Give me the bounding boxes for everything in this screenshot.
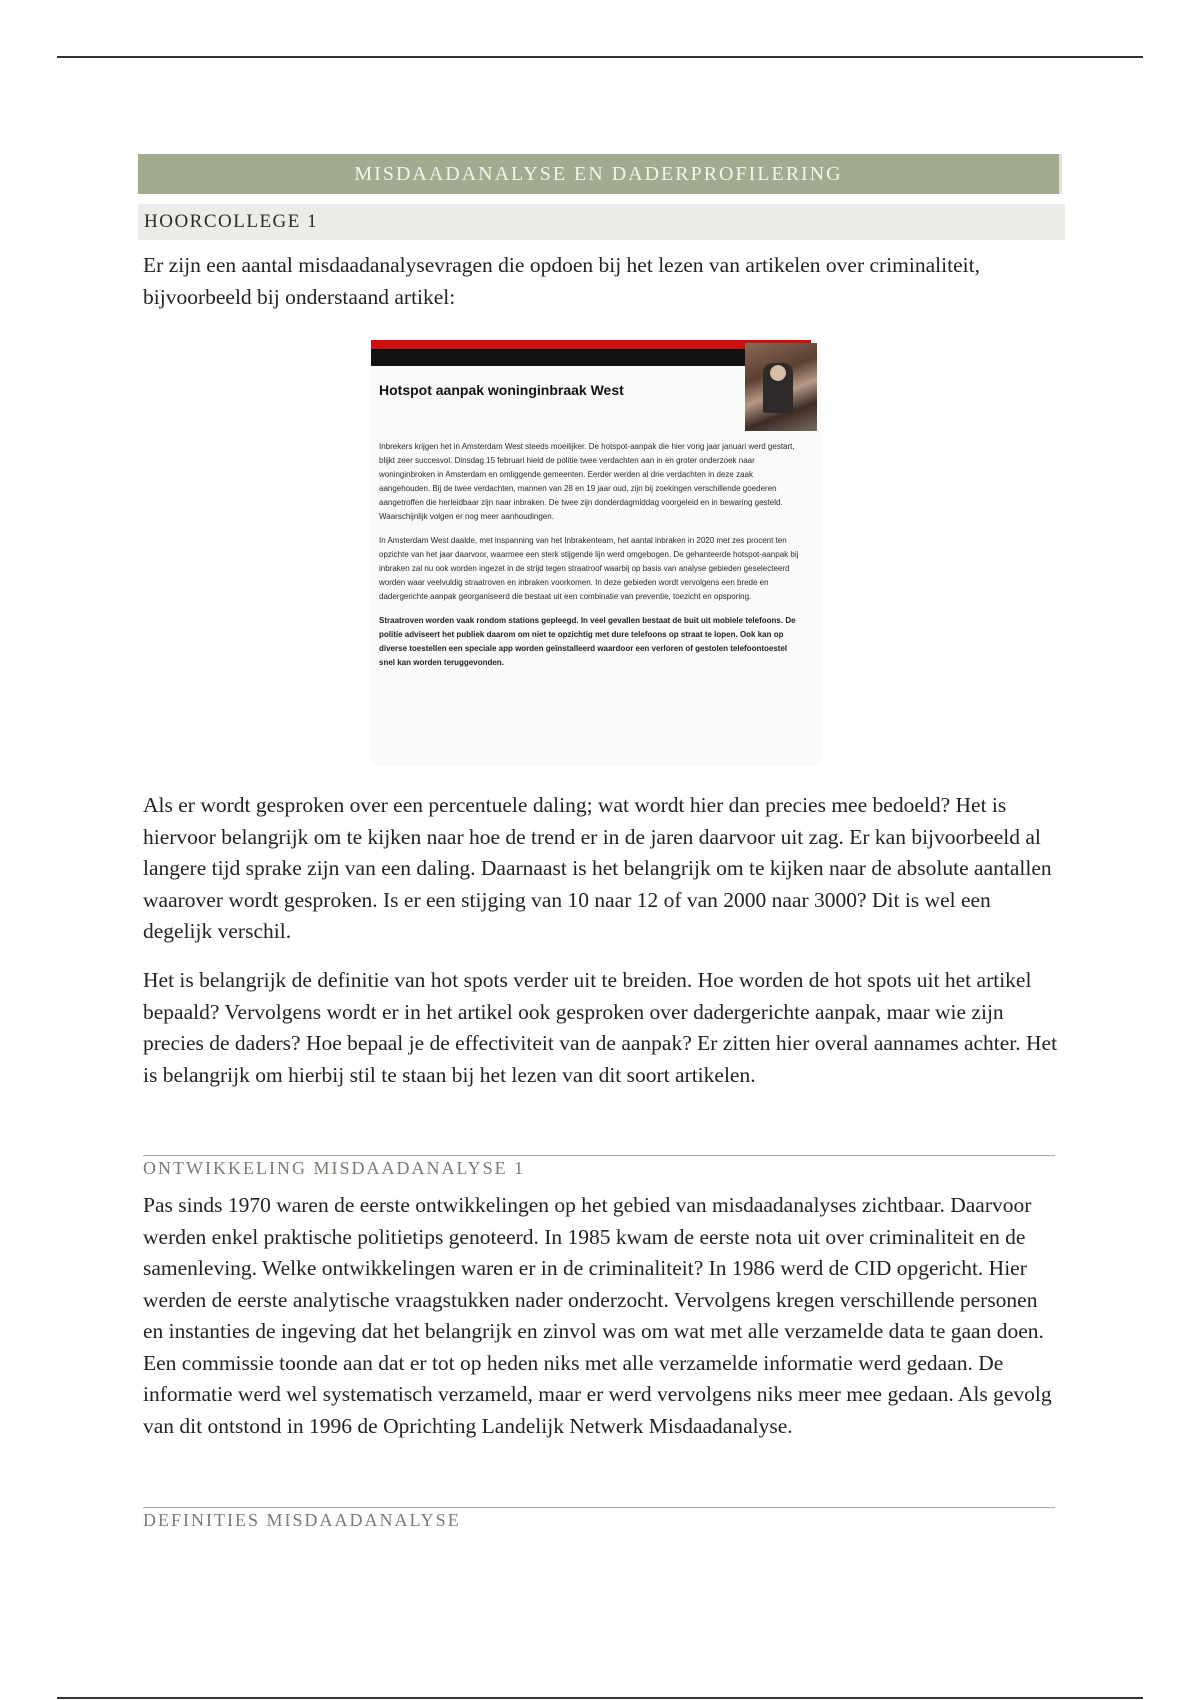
- article-body: [379, 440, 799, 680]
- section1-paragraph: Pas sinds 1970 waren de eerste ontwikkelingen op het gebied van misdaadanalyses zichtbaar. Daarvoor werden enkel praktische politietips genoteerd. In 1985 kwam de eerste nota uit over criminaliteit en de samenleving. Welke ontwikkelingen waren er in de criminaliteit? In 1986 werd de CID opgericht. Hier werden de eerste analytische vraagstukken nader onderzocht. Vervolgens kregen verschillende personen en instanties de ingeving dat het belangrijk en zinvol was om wat met alle verzamelde data te gaan doen. Een commissie toonde aan dat er tot op heden niks met alle verzamelde informatie werd gedaan. De informatie werd wel systematisch verzameld, maar er werd vervolgens niks meer mee gedaan. Als gevolg van dit ontstond in 1996 de Oprichting Landelijk Netwerk Misdaadanalyse.: [143, 1193, 1052, 1438]
- document-title-banner: MISDAADANALYSE EN DADERPROFILERING: [138, 154, 1062, 194]
- lecture-subtitle: HOORCOLLEGE 1: [138, 204, 1065, 240]
- bottom-rule: [57, 1697, 1143, 1699]
- section-divider: [143, 1507, 1055, 1508]
- top-rule: [57, 56, 1143, 58]
- article-paragraph: Straatroven worden vaak rondom stations gepleegd. In veel gevallen bestaat de buit uit mobiele telefoons. De politie adviseert het publiek daarom om niet te opzichtig met dure telefoons op straat te lopen. Ook kan op diverse toestellen een speciale app worden geïnstalleerd waardoor een verloren of gestolen telefoontoestel snel kan worden teruggevonden.: [379, 616, 796, 667]
- newspaper-article-image: [371, 340, 821, 766]
- article-photo: [745, 343, 817, 431]
- article-paragraph: In Amsterdam West daalde, met inspanning van het Inbrakenteam, het aantal inbraken in 2020 met zes procent ten opzichte van het jaar daarvoor, waarmee een sterk stijgende lijn werd omgebogen. De gehanteerde hotspot-aanpak bij inbraken zal nu ook worden ingezet in de strijd tegen straatroof waarbij op basis van analyse gebieden geselecteerd worden waar veelvuldig straatroven en inbraken voorkomen. In deze gebieden wordt vervolgens een brede en dadergerichte aanpak georganiseerd die bestaat uit een combinatie van preventie, toezicht en opsporing.: [379, 536, 799, 601]
- trend-paragraph: Als er wordt gesproken over een percentuele daling; wat wordt hier dan precies mee bedoeld? Het is hiervoor belangrijk om te kijken naar hoe de trend er in de jaren daarvoor uit zag. Er kan bijvoorbeeld al langere tijd sprake zijn van een daling. Daarnaast is het belangrijk om te kijken naar de absolute aantallen waarover wordt gesproken. Is er een stijging van 10 naar 12 of van 2000 naar 3000? Dit is wel een degelijk verschil.: [143, 793, 1052, 943]
- hotspots-paragraph: Het is belangrijk de definitie van hot spots verder uit te breiden. Hoe worden de hot spots uit het artikel bepaald? Vervolgens wordt er in het artikel ook gesproken over dadergerichte aanpak, maar wie zijn precies de daders? Hoe bepaal je de effectiviteit van de aanpak? Er zitten hier overal aannames achter. Het is belangrijk om hierbij stil te staan bij het lezen van dit soort artikelen.: [143, 968, 1058, 1087]
- article-headline: Hotspot aanpak woninginbraak West: [379, 382, 624, 398]
- section-divider: [143, 1155, 1055, 1156]
- article-paragraph: Inbrekers krijgen het in Amsterdam West steeds moeilijker. De hotspot-aanpak die hier vorig jaar januari werd gestart, blijkt zeer succesvol. Dinsdag 15 februari hield de politie twee verdachten aan in en groter onderzoek naar woninginbroken in Amsterdam en omliggende gemeenten. Eerder werden al drie verdachten in deze zaak aangehouden. Bij de twee verdachten, mannen van 28 en 19 jaar oud, zijn bij zoekingen verschillende goederen aangetroffen die herleidbaar zijn naar inbraken. De twee zijn donderdagmiddag voorgeleid en in bewaring gesteld. Waarschijnlijk volgen er nog meer aanhoudingen.: [379, 442, 795, 521]
- intro-paragraph: Er zijn een aantal misdaadanalysevragen die opdoen bij het lezen van artikelen over criminaliteit, bijvoorbeeld bij onderstaand artikel:: [143, 253, 980, 309]
- person-photo-icon: [763, 363, 793, 413]
- section-heading-definities: DEFINITIES MISDAADANALYSE: [143, 1510, 461, 1530]
- section-heading-ontwikkeling: ONTWIKKELING MISDAADANALYSE 1: [143, 1158, 526, 1178]
